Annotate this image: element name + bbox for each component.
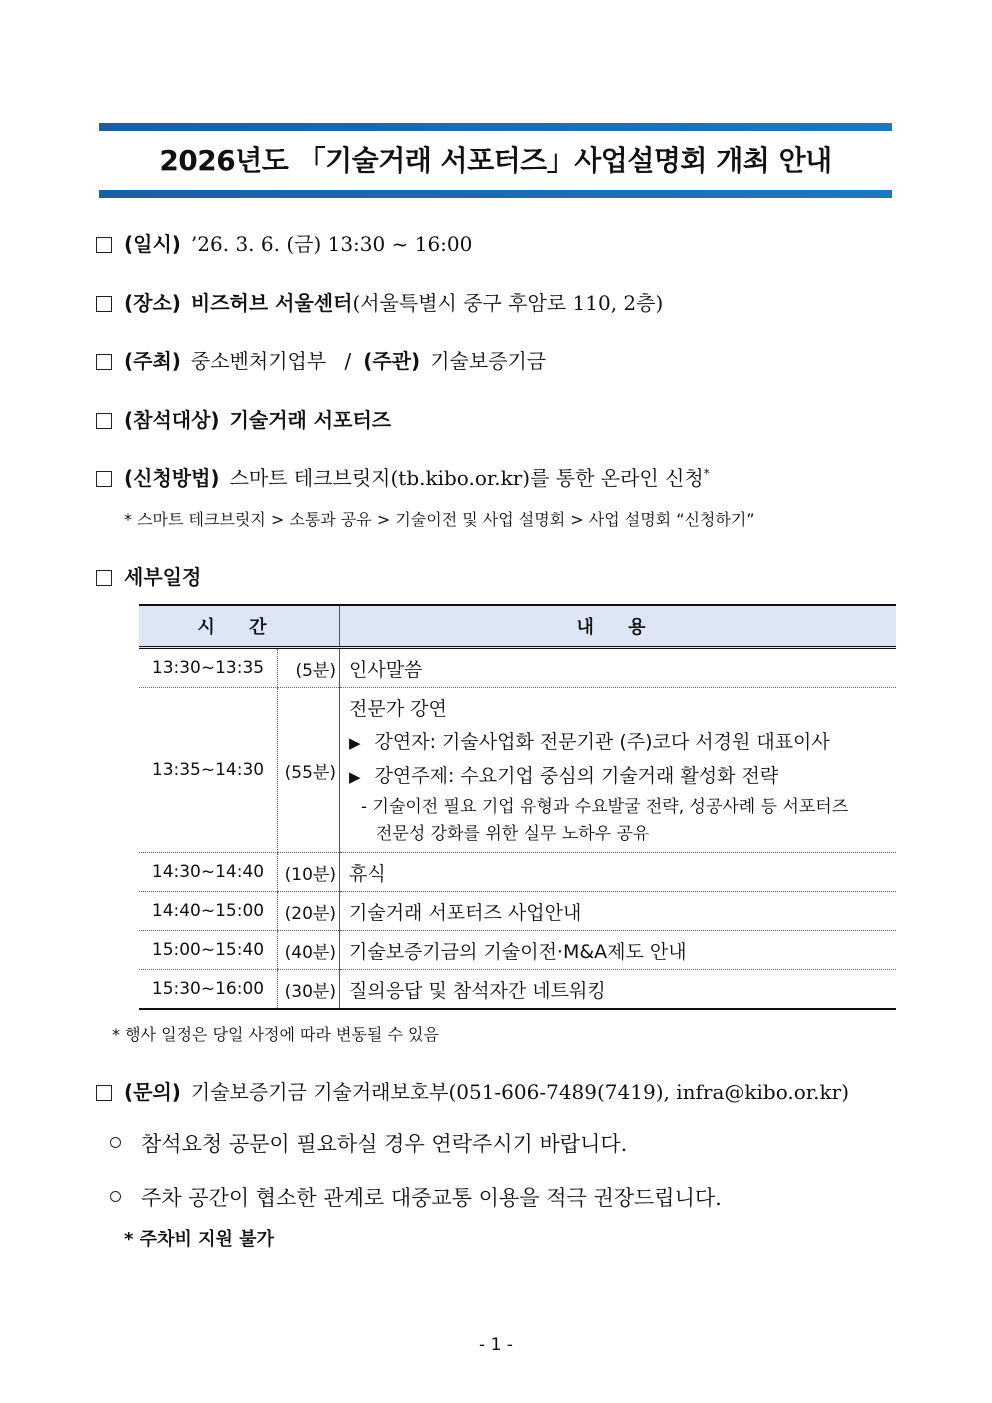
date-value: ’26. 3. 6. (금) 13:30 ~ 16:00 bbox=[190, 232, 473, 256]
circle-bullet-icon bbox=[110, 1191, 121, 1202]
organizer-value: 기술보증기금 bbox=[430, 349, 547, 373]
checkbox-icon bbox=[96, 296, 112, 312]
organizer-label: (주관) bbox=[363, 349, 421, 373]
host-value: 중소벤처기업부 bbox=[190, 349, 327, 373]
apply-footnote-mark: * bbox=[703, 466, 710, 481]
title-box bbox=[99, 123, 892, 198]
triangle-icon: ▶ bbox=[349, 767, 361, 786]
title-top-bar bbox=[99, 123, 892, 131]
date-label: (일시) bbox=[124, 232, 181, 256]
lecture-bullet: ▶ 강연자: 기술사업화 전문기관 (주)코다 서경원 대표이사 bbox=[349, 726, 896, 760]
checkbox-icon bbox=[96, 1085, 112, 1101]
checkbox-icon bbox=[96, 570, 112, 586]
table-row bbox=[139, 688, 896, 853]
row-duration: (55분) bbox=[278, 688, 340, 853]
parking-note: * 주차비 지원 불가 bbox=[124, 1229, 274, 1250]
item-host bbox=[96, 345, 546, 374]
row-time: 13:35~14:30 bbox=[139, 688, 278, 853]
circle-item: 주차 공간이 협소한 관계로 대중교통 이용을 적극 권장드립니다. bbox=[110, 1182, 722, 1212]
place-label: (장소) bbox=[124, 291, 181, 315]
host-label: (주최) bbox=[124, 349, 181, 373]
place-value: (서울특별시 중구 후암로 110, 2층) bbox=[352, 291, 664, 315]
table-header-row bbox=[139, 605, 896, 648]
circle-item: 참석요청 공문이 필요하실 경우 연락주시기 바랍니다. bbox=[110, 1128, 627, 1158]
row-duration: (5분) bbox=[278, 648, 340, 688]
apply-value: 스마트 테크브릿지(tb.kibo.or.kr)를 통한 온라인 신청 bbox=[229, 466, 704, 490]
checkbox-icon bbox=[96, 471, 112, 487]
lecture-title: 전문가 강연 bbox=[349, 697, 447, 720]
checkbox-icon bbox=[96, 237, 112, 253]
table-row bbox=[139, 970, 896, 1010]
host-separator: / bbox=[344, 349, 352, 373]
row-duration: (40분) bbox=[278, 931, 340, 970]
circle-bullet-icon bbox=[110, 1137, 121, 1148]
row-time: 15:30~16:00 bbox=[139, 970, 278, 1010]
row-content: 질의응답 및 참석자간 네트워킹 bbox=[340, 970, 897, 1010]
row-duration: (20분) bbox=[278, 892, 340, 931]
page-number: - 1 - bbox=[479, 1335, 513, 1355]
apply-label: (신청방법) bbox=[124, 466, 220, 490]
table-row bbox=[139, 648, 896, 688]
title-bottom-bar bbox=[99, 190, 892, 198]
contact-label: (문의) bbox=[124, 1080, 181, 1104]
schedule-table bbox=[139, 604, 896, 1010]
lecture-subtext: - 기술이전 필요 기업 유형과 수요발굴 전략, 성공사례 등 서포터즈 bbox=[361, 796, 849, 817]
row-content: 기술거래 서포터즈 사업안내 bbox=[340, 892, 897, 931]
item-schedule bbox=[96, 561, 211, 590]
row-duration: (10분) bbox=[278, 853, 340, 892]
row-time: 15:00~15:40 bbox=[139, 931, 278, 970]
place-value-bold: 비즈허브 서울센터 bbox=[190, 291, 353, 315]
item-apply bbox=[96, 462, 710, 491]
schedule-heading: 세부일정 bbox=[124, 565, 202, 589]
row-time: 14:40~15:00 bbox=[139, 892, 278, 931]
header-content: 내 용 bbox=[340, 605, 897, 648]
triangle-icon: ▶ bbox=[349, 733, 361, 752]
lecture-subtext: 전문성 강화를 위한 실무 노하우 공유 bbox=[376, 823, 650, 844]
page-title: 2026년도 「기술거래 서포터즈」사업설명회 개최 안내 bbox=[159, 144, 832, 177]
schedule-note: * 행사 일정은 당일 사정에 따라 변동될 수 있음 bbox=[112, 1025, 439, 1044]
contact-value: 기술보증기금 기술거래보호부(051-606-7489(7419), infra@kibo.or.kr) bbox=[190, 1080, 849, 1104]
row-content: 휴식 bbox=[340, 853, 897, 892]
header-time: 시 간 bbox=[139, 605, 340, 648]
row-content: 인사말씀 bbox=[340, 648, 897, 688]
target-label: (참석대상) bbox=[124, 408, 220, 432]
item-date bbox=[96, 228, 472, 257]
row-duration: (30분) bbox=[278, 970, 340, 1010]
row-content-lecture bbox=[340, 688, 897, 853]
table-row bbox=[139, 931, 896, 970]
row-time: 14:30~14:40 bbox=[139, 853, 278, 892]
checkbox-icon bbox=[96, 354, 112, 370]
lecture-bullet: ▶ 강연주제: 수요기업 중심의 기술거래 활성화 전략 bbox=[349, 760, 896, 794]
checkbox-icon bbox=[96, 413, 112, 429]
target-value: 기술거래 서포터즈 bbox=[229, 408, 392, 432]
table-row bbox=[139, 892, 896, 931]
row-time: 13:30~13:35 bbox=[139, 648, 278, 688]
item-contact bbox=[96, 1076, 849, 1105]
table-row bbox=[139, 853, 896, 892]
item-place bbox=[96, 287, 663, 316]
item-target bbox=[96, 404, 391, 433]
apply-note: * 스마트 테크브릿지 > 소통과 공유 > 기술이전 및 사업 설명회 > 사업 설명회 “신청하기” bbox=[124, 510, 755, 529]
row-content: 기술보증기금의 기술이전·M&A제도 안내 bbox=[340, 931, 897, 970]
